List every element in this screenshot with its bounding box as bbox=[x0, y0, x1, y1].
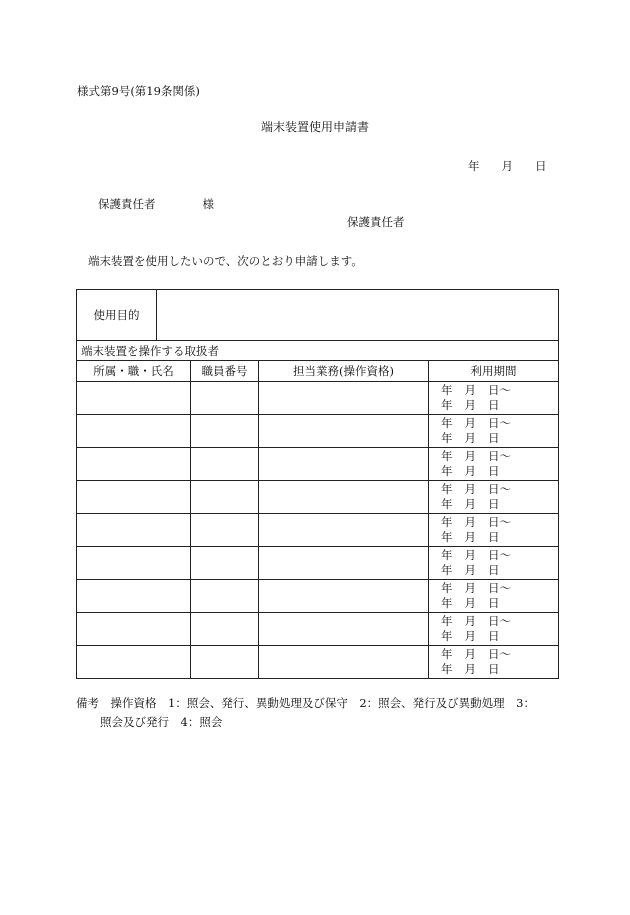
duty-cell[interactable] bbox=[259, 613, 429, 646]
application-table bbox=[76, 289, 559, 679]
period-year-label: 年 bbox=[441, 382, 453, 397]
period-year-label: 年 bbox=[441, 415, 453, 430]
period-day-from-label: 日〜 bbox=[488, 613, 511, 628]
column-header-staff-number: 職員番号 bbox=[191, 361, 259, 382]
period-day-from-label: 日〜 bbox=[488, 481, 511, 496]
duty-cell[interactable] bbox=[259, 415, 429, 448]
period-from bbox=[441, 548, 558, 564]
period-from bbox=[441, 416, 558, 432]
period-day-to-label: 日 bbox=[488, 398, 500, 412]
period-month-label: 月 bbox=[464, 481, 476, 496]
period-year-label: 年 bbox=[441, 613, 453, 628]
staff-number-cell[interactable] bbox=[191, 382, 259, 415]
date-year-label: 年 bbox=[468, 159, 480, 173]
period-day-from-label: 日〜 bbox=[488, 646, 511, 661]
period-month-label: 月 bbox=[464, 448, 476, 463]
period-month-label: 月 bbox=[464, 662, 476, 676]
operator-name-cell[interactable] bbox=[77, 481, 191, 514]
period-month-label: 月 bbox=[464, 530, 476, 544]
period-cell[interactable] bbox=[429, 613, 559, 646]
period-month-label: 月 bbox=[464, 613, 476, 628]
period-year-label: 年 bbox=[441, 629, 453, 643]
duty-cell[interactable] bbox=[259, 547, 429, 580]
intro-text: 端末装置を使用したいので、次のとおり申請します。 bbox=[88, 254, 363, 268]
staff-number-cell[interactable] bbox=[191, 580, 259, 613]
operator-row bbox=[77, 613, 559, 646]
period-day-to-label: 日 bbox=[488, 563, 500, 577]
period-day-from-label: 日〜 bbox=[488, 514, 511, 529]
column-header-duty: 担当業務(操作資格) bbox=[259, 361, 429, 382]
period-year-label: 年 bbox=[441, 481, 453, 496]
period-cell[interactable] bbox=[429, 514, 559, 547]
period-to bbox=[441, 629, 558, 645]
addressee-title: 保護責任者 bbox=[98, 197, 156, 211]
period-year-label: 年 bbox=[441, 464, 453, 478]
period-year-label: 年 bbox=[441, 596, 453, 610]
period-day-to-label: 日 bbox=[488, 431, 500, 445]
period-year-label: 年 bbox=[441, 448, 453, 463]
period-to bbox=[441, 398, 558, 414]
period-day-to-label: 日 bbox=[488, 662, 500, 676]
period-cell[interactable] bbox=[429, 580, 559, 613]
operator-name-cell[interactable] bbox=[77, 448, 191, 481]
staff-number-cell[interactable] bbox=[191, 448, 259, 481]
document-title: 端末装置使用申請書 bbox=[260, 120, 369, 134]
applicant-title: 保護責任者 bbox=[347, 215, 405, 229]
period-month-label: 月 bbox=[464, 398, 476, 412]
operator-row bbox=[77, 580, 559, 613]
table-header-row bbox=[77, 361, 559, 382]
duty-cell[interactable] bbox=[259, 514, 429, 547]
period-cell[interactable] bbox=[429, 415, 559, 448]
period-month-label: 月 bbox=[464, 547, 476, 562]
period-year-label: 年 bbox=[441, 662, 453, 676]
operator-row bbox=[77, 382, 559, 415]
remarks-line-1: 備考 操作資格 1：照会、発行、異動処理及び保守 2：照会、発行及び異動処理 3： bbox=[76, 696, 535, 710]
period-month-label: 月 bbox=[464, 382, 476, 397]
period-month-label: 月 bbox=[464, 629, 476, 643]
period-month-label: 月 bbox=[464, 415, 476, 430]
operator-row bbox=[77, 415, 559, 448]
period-month-label: 月 bbox=[464, 580, 476, 595]
period-month-label: 月 bbox=[464, 431, 476, 445]
period-year-label: 年 bbox=[441, 431, 453, 445]
period-day-to-label: 日 bbox=[488, 464, 500, 478]
duty-cell[interactable] bbox=[259, 580, 429, 613]
application-date bbox=[468, 161, 547, 173]
addressee-honorific: 様 bbox=[202, 197, 214, 211]
remarks-line-2: 照会及び発行 4：照会 bbox=[100, 715, 223, 729]
period-year-label: 年 bbox=[441, 646, 453, 661]
purpose-label: 使用目的 bbox=[77, 290, 157, 341]
period-day-to-label: 日 bbox=[488, 530, 500, 544]
period-from bbox=[441, 383, 558, 399]
period-from bbox=[441, 581, 558, 597]
period-to bbox=[441, 596, 558, 612]
period-day-to-label: 日 bbox=[488, 596, 500, 610]
period-from bbox=[441, 515, 558, 531]
operator-name-cell[interactable] bbox=[77, 415, 191, 448]
period-day-from-label: 日〜 bbox=[488, 382, 511, 397]
duty-cell[interactable] bbox=[259, 382, 429, 415]
period-month-label: 月 bbox=[464, 646, 476, 661]
operator-name-cell[interactable] bbox=[77, 547, 191, 580]
operator-name-cell[interactable] bbox=[77, 514, 191, 547]
period-cell[interactable] bbox=[429, 646, 559, 679]
period-day-from-label: 日〜 bbox=[488, 547, 511, 562]
period-year-label: 年 bbox=[441, 547, 453, 562]
period-month-label: 月 bbox=[464, 497, 476, 511]
staff-number-cell[interactable] bbox=[191, 514, 259, 547]
period-to bbox=[441, 431, 558, 447]
operators-section-row bbox=[77, 341, 559, 361]
operator-row bbox=[77, 547, 559, 580]
staff-number-cell[interactable] bbox=[191, 415, 259, 448]
duty-cell[interactable] bbox=[259, 448, 429, 481]
staff-number-cell[interactable] bbox=[191, 481, 259, 514]
period-year-label: 年 bbox=[441, 530, 453, 544]
period-day-from-label: 日〜 bbox=[488, 580, 511, 595]
period-from bbox=[441, 449, 558, 465]
operator-row bbox=[77, 448, 559, 481]
staff-number-cell[interactable] bbox=[191, 646, 259, 679]
period-day-from-label: 日〜 bbox=[488, 415, 511, 430]
date-month-label: 月 bbox=[501, 159, 513, 173]
period-from bbox=[441, 647, 558, 663]
period-month-label: 月 bbox=[464, 563, 476, 577]
column-header-period: 利用期間 bbox=[429, 361, 559, 382]
operator-row bbox=[77, 646, 559, 679]
remarks bbox=[76, 694, 535, 732]
column-header-name: 所属・職・氏名 bbox=[77, 361, 191, 382]
period-month-label: 月 bbox=[464, 464, 476, 478]
period-to bbox=[441, 530, 558, 546]
period-cell[interactable] bbox=[429, 382, 559, 415]
period-from bbox=[441, 614, 558, 630]
operator-row bbox=[77, 481, 559, 514]
period-year-label: 年 bbox=[441, 514, 453, 529]
addressee bbox=[98, 199, 214, 211]
operator-name-cell[interactable] bbox=[77, 580, 191, 613]
period-month-label: 月 bbox=[464, 514, 476, 529]
staff-number-cell[interactable] bbox=[191, 613, 259, 646]
operator-name-cell[interactable] bbox=[77, 613, 191, 646]
period-year-label: 年 bbox=[441, 580, 453, 595]
period-to bbox=[441, 563, 558, 579]
form-number: 様式第9号(第19条関係) bbox=[77, 84, 200, 98]
period-cell[interactable] bbox=[429, 481, 559, 514]
period-day-from-label: 日〜 bbox=[488, 448, 511, 463]
operators-section-label: 端末装置を操作する取扱者 bbox=[77, 341, 559, 361]
period-year-label: 年 bbox=[441, 563, 453, 577]
operator-row bbox=[77, 514, 559, 547]
operator-name-cell[interactable] bbox=[77, 382, 191, 415]
duty-cell[interactable] bbox=[259, 646, 429, 679]
period-cell[interactable] bbox=[429, 448, 559, 481]
date-day-label: 日 bbox=[535, 159, 547, 173]
period-to bbox=[441, 662, 558, 678]
period-to bbox=[441, 497, 558, 513]
purpose-row bbox=[77, 290, 559, 341]
period-year-label: 年 bbox=[441, 497, 453, 511]
purpose-field[interactable] bbox=[157, 290, 559, 341]
period-day-to-label: 日 bbox=[488, 497, 500, 511]
period-from bbox=[441, 482, 558, 498]
staff-number-cell[interactable] bbox=[191, 547, 259, 580]
period-year-label: 年 bbox=[441, 398, 453, 412]
period-day-to-label: 日 bbox=[488, 629, 500, 643]
duty-cell[interactable] bbox=[259, 481, 429, 514]
period-cell[interactable] bbox=[429, 547, 559, 580]
period-month-label: 月 bbox=[464, 596, 476, 610]
period-to bbox=[441, 464, 558, 480]
operator-name-cell[interactable] bbox=[77, 646, 191, 679]
